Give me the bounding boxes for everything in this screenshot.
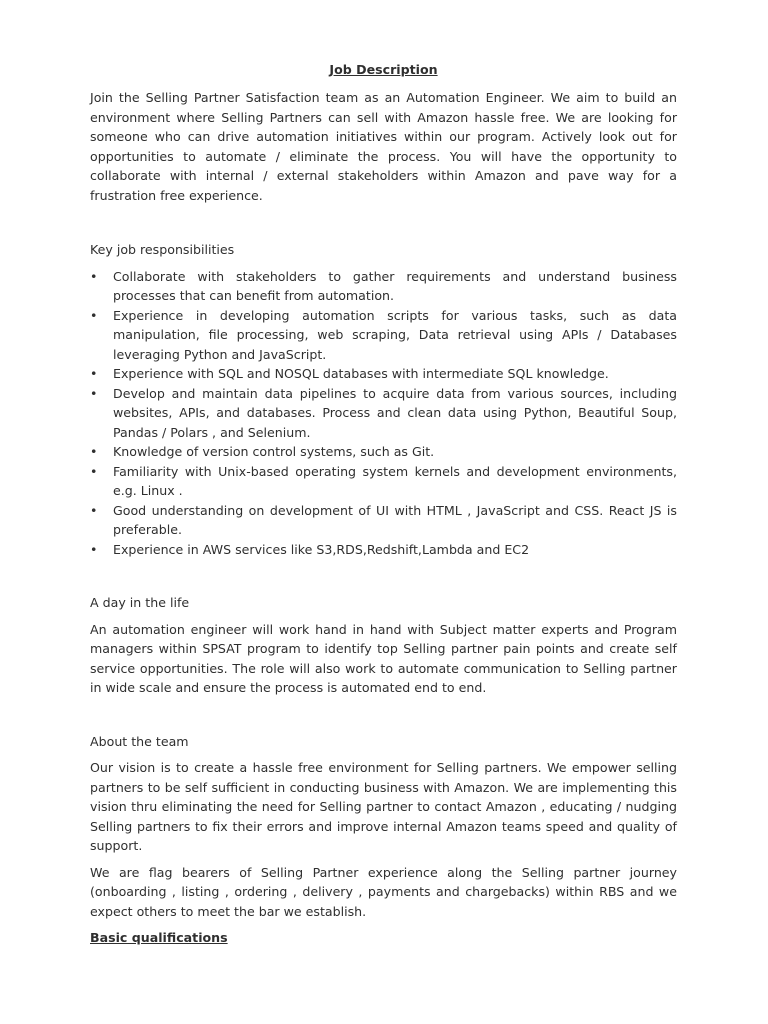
responsibilities-heading: Key job responsibilities [90, 242, 235, 257]
responsibilities-list [90, 267, 677, 560]
day-in-life-heading: A day in the life [90, 595, 190, 610]
list-item-text: Collaborate with stakeholders to gather requirements and understand business processes that can benefit from automation. [113, 268, 677, 303]
about-team-heading: About the team [90, 733, 189, 749]
about-team-paragraph-2: We are flag bearers of Selling Partner experience along the Selling partner journey (onboarding , listing , ordering , delivery , payments and chargebacks) within RBS and we expect others to meet the bar we establish. [90, 864, 677, 919]
bullet-icon: • [90, 502, 98, 518]
about-team-paragraph-1: Our vision is to create a hassle free environment for Selling partners. We empower selling partners to be self sufficient in conducting business with Amazon. We are implementing this vision thru eliminating the need for Selling partner to contact Amazon , educating / nudging Selling partners to fix their errors and improve internal Amazon teams speed and quality of support. [90, 760, 677, 853]
basic-qualifications-heading: Basic qualifications [90, 930, 228, 945]
bullet-icon: • [90, 541, 98, 557]
bullet-icon: • [90, 444, 98, 459]
list-item [90, 462, 677, 501]
document-page [90, 60, 677, 948]
bullet-icon: • [90, 463, 98, 479]
list-item-text: Knowledge of version control systems, such as Git. [113, 444, 435, 459]
list-item-text: Good understanding on development of UI with HTML , JavaScript and CSS. React JS is preferable. [113, 502, 677, 537]
list-item-text: Experience in developing automation scripts for various tasks, such as data manipulation, file processing, web scraping, Data retrieval using APIs / Databases leveraging Python and JavaScript. [113, 307, 677, 362]
list-item [90, 267, 677, 306]
bullet-icon: • [90, 385, 98, 401]
list-item [90, 364, 677, 384]
list-item [90, 501, 677, 540]
list-item-text: Develop and maintain data pipelines to acquire data from various sources, including websites, APIs, and databases. Process and clean data using Python, Beautiful Soup, Pandas / Polars , and Selenium. [113, 385, 677, 440]
list-item-text: Experience in AWS services like S3,RDS,Redshift,Lambda and EC2 [113, 541, 530, 557]
list-item [90, 384, 677, 443]
list-item-text: Familiarity with Unix-based operating system kernels and development environments, e.g. Linux . [113, 463, 677, 498]
list-item-text: Experience with SQL and NOSQL databases with intermediate SQL knowledge. [113, 366, 609, 381]
bullet-icon: • [90, 268, 98, 284]
day-in-life-paragraph: An automation engineer will work hand in hand with Subject matter experts and Program managers within SPSAT program to identify top Selling partner pain points and create self service opportunities. The role will also work to automate communication to Selling partner in wide scale and ensure the process is automated end to end. [90, 621, 677, 695]
list-item [90, 442, 677, 462]
list-item [90, 540, 677, 560]
bullet-icon: • [90, 366, 98, 381]
bullet-icon: • [90, 307, 98, 323]
list-item [90, 306, 677, 365]
intro-paragraph: Join the Selling Partner Satisfaction team as an Automation Engineer. We aim to build an environment where Selling Partners can sell with Amazon hassle free. We are looking for someone who can drive automation initiatives within our program. Actively look out for opportunities to automate / eliminate the process. You will have the opportunity to collaborate with internal / external stakeholders within Amazon and pave way for a frustration free experience. [90, 90, 677, 203]
page-title: Job Description [329, 62, 438, 77]
